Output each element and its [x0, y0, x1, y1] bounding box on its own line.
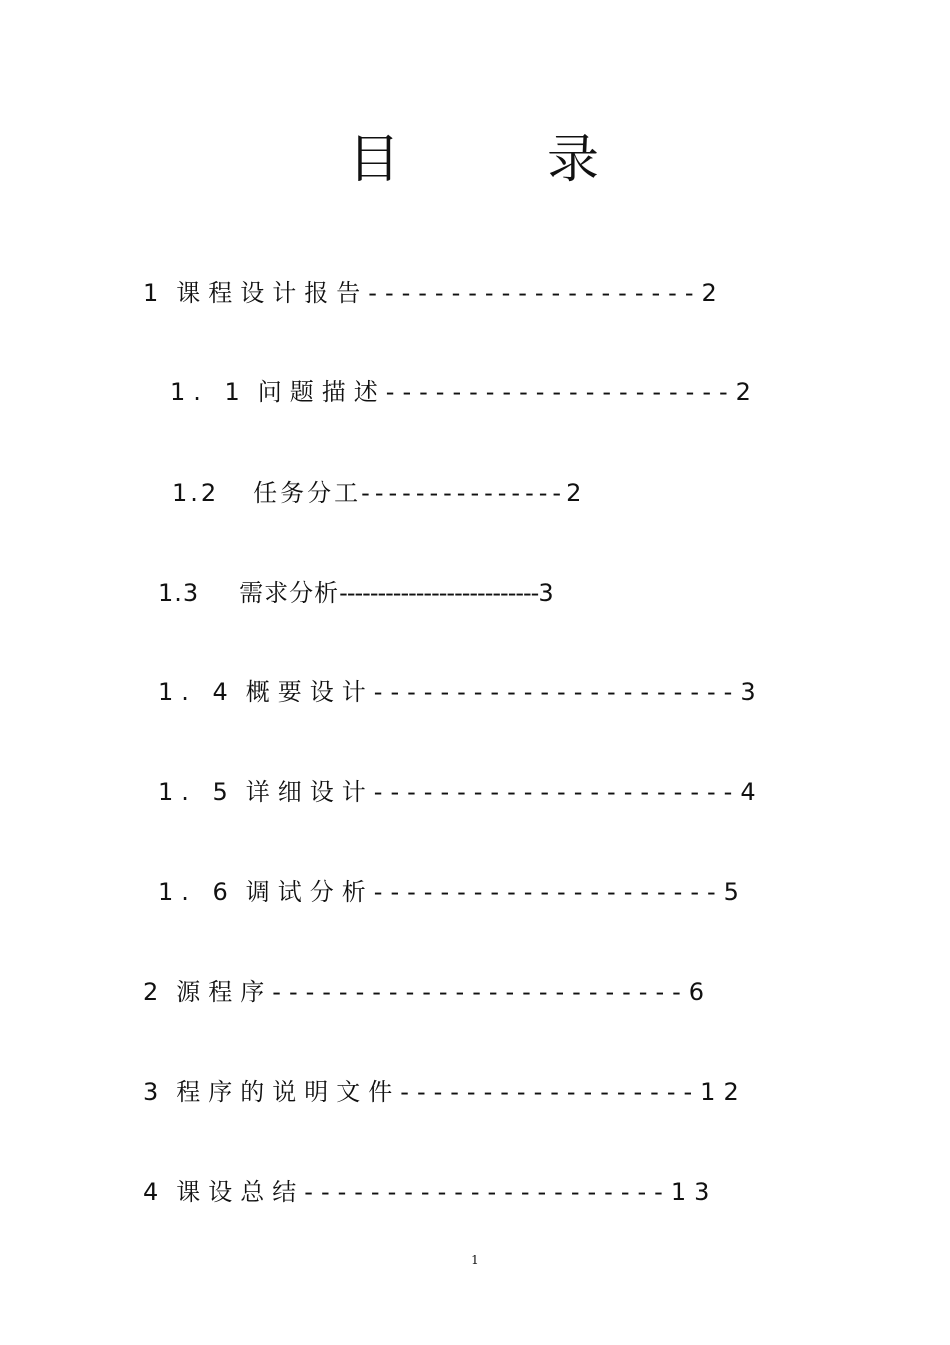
toc-entry-3[interactable]: [143, 1074, 747, 1110]
toc-entry-text: 课设总结: [176, 1178, 305, 1206]
toc-entry-text: 调试分析: [245, 878, 374, 906]
toc-entry-1-2[interactable]: [172, 475, 584, 511]
page-number: 1: [471, 1253, 479, 1267]
toc-entry-leader: ----------------------: [373, 778, 741, 806]
toc-entry-text: 课程设计报告: [176, 279, 369, 307]
toc-entry-page: 4: [740, 778, 764, 806]
toc-entry-number: 1: [143, 279, 167, 307]
toc-title-char-2: 录: [547, 130, 600, 190]
toc-entry-leader: ------------------: [400, 1078, 701, 1106]
toc-entry-leader: --------------------------: [339, 579, 539, 607]
toc-entry-page: 12: [700, 1078, 747, 1106]
toc-entry-page: 2: [566, 479, 585, 507]
toc-entry-text: 概要设计: [245, 678, 374, 706]
toc-entry-page: 2: [701, 279, 725, 307]
toc-entry-1[interactable]: [143, 275, 725, 311]
toc-title: [0, 128, 950, 198]
toc-entry-page: 3: [740, 678, 764, 706]
toc-entry-leader: --------------------: [368, 279, 702, 307]
toc-entry-2[interactable]: [143, 974, 712, 1010]
toc-entry-number: 2: [143, 978, 167, 1006]
toc-entry-1-1[interactable]: [170, 374, 759, 410]
toc-entry-number: 4: [143, 1178, 167, 1206]
toc-entry-text: 问题描述: [257, 378, 386, 406]
toc-entry-number: 1. 5: [158, 778, 236, 806]
toc-entry-text: 任务分工: [253, 479, 362, 507]
toc-entry-1-6[interactable]: [158, 874, 747, 910]
toc-entry-4[interactable]: [143, 1174, 717, 1210]
toc-entry-number: 3: [143, 1078, 167, 1106]
toc-entry-number: 1. 1: [170, 378, 248, 406]
toc-entry-1-5[interactable]: [158, 774, 764, 810]
toc-entry-number: 1.2: [172, 479, 220, 507]
toc-entry-1-3[interactable]: [158, 575, 555, 611]
toc-entry-text: 源程序: [176, 978, 273, 1006]
toc-entry-leader: ----------------------: [373, 678, 741, 706]
toc-entry-text: 程序的说明文件: [176, 1078, 401, 1106]
toc-entry-text: 详细设计: [245, 778, 374, 806]
toc-entry-number: 1. 6: [158, 878, 236, 906]
toc-entry-page: 6: [688, 978, 713, 1006]
toc-entry-leader: -------------------------: [272, 978, 689, 1006]
toc-entry-number: 1.3: [158, 579, 200, 607]
toc-entry-leader: ---------------------: [373, 878, 724, 906]
toc-entry-leader: ---------------: [361, 479, 567, 507]
toc-title-char-1: 目: [348, 130, 401, 190]
toc-entry-leader: ---------------------: [385, 378, 736, 406]
toc-entry-page: 13: [670, 1178, 718, 1206]
toc-entry-number: 1. 4: [158, 678, 236, 706]
toc-entry-leader: ----------------------: [304, 1178, 671, 1206]
toc-entry-page: 5: [723, 878, 747, 906]
toc-entry-page: 3: [538, 579, 555, 607]
toc-entry-1-4[interactable]: [158, 674, 764, 710]
toc-entry-text: 需求分析: [239, 579, 340, 607]
toc-entry-page: 2: [735, 378, 759, 406]
